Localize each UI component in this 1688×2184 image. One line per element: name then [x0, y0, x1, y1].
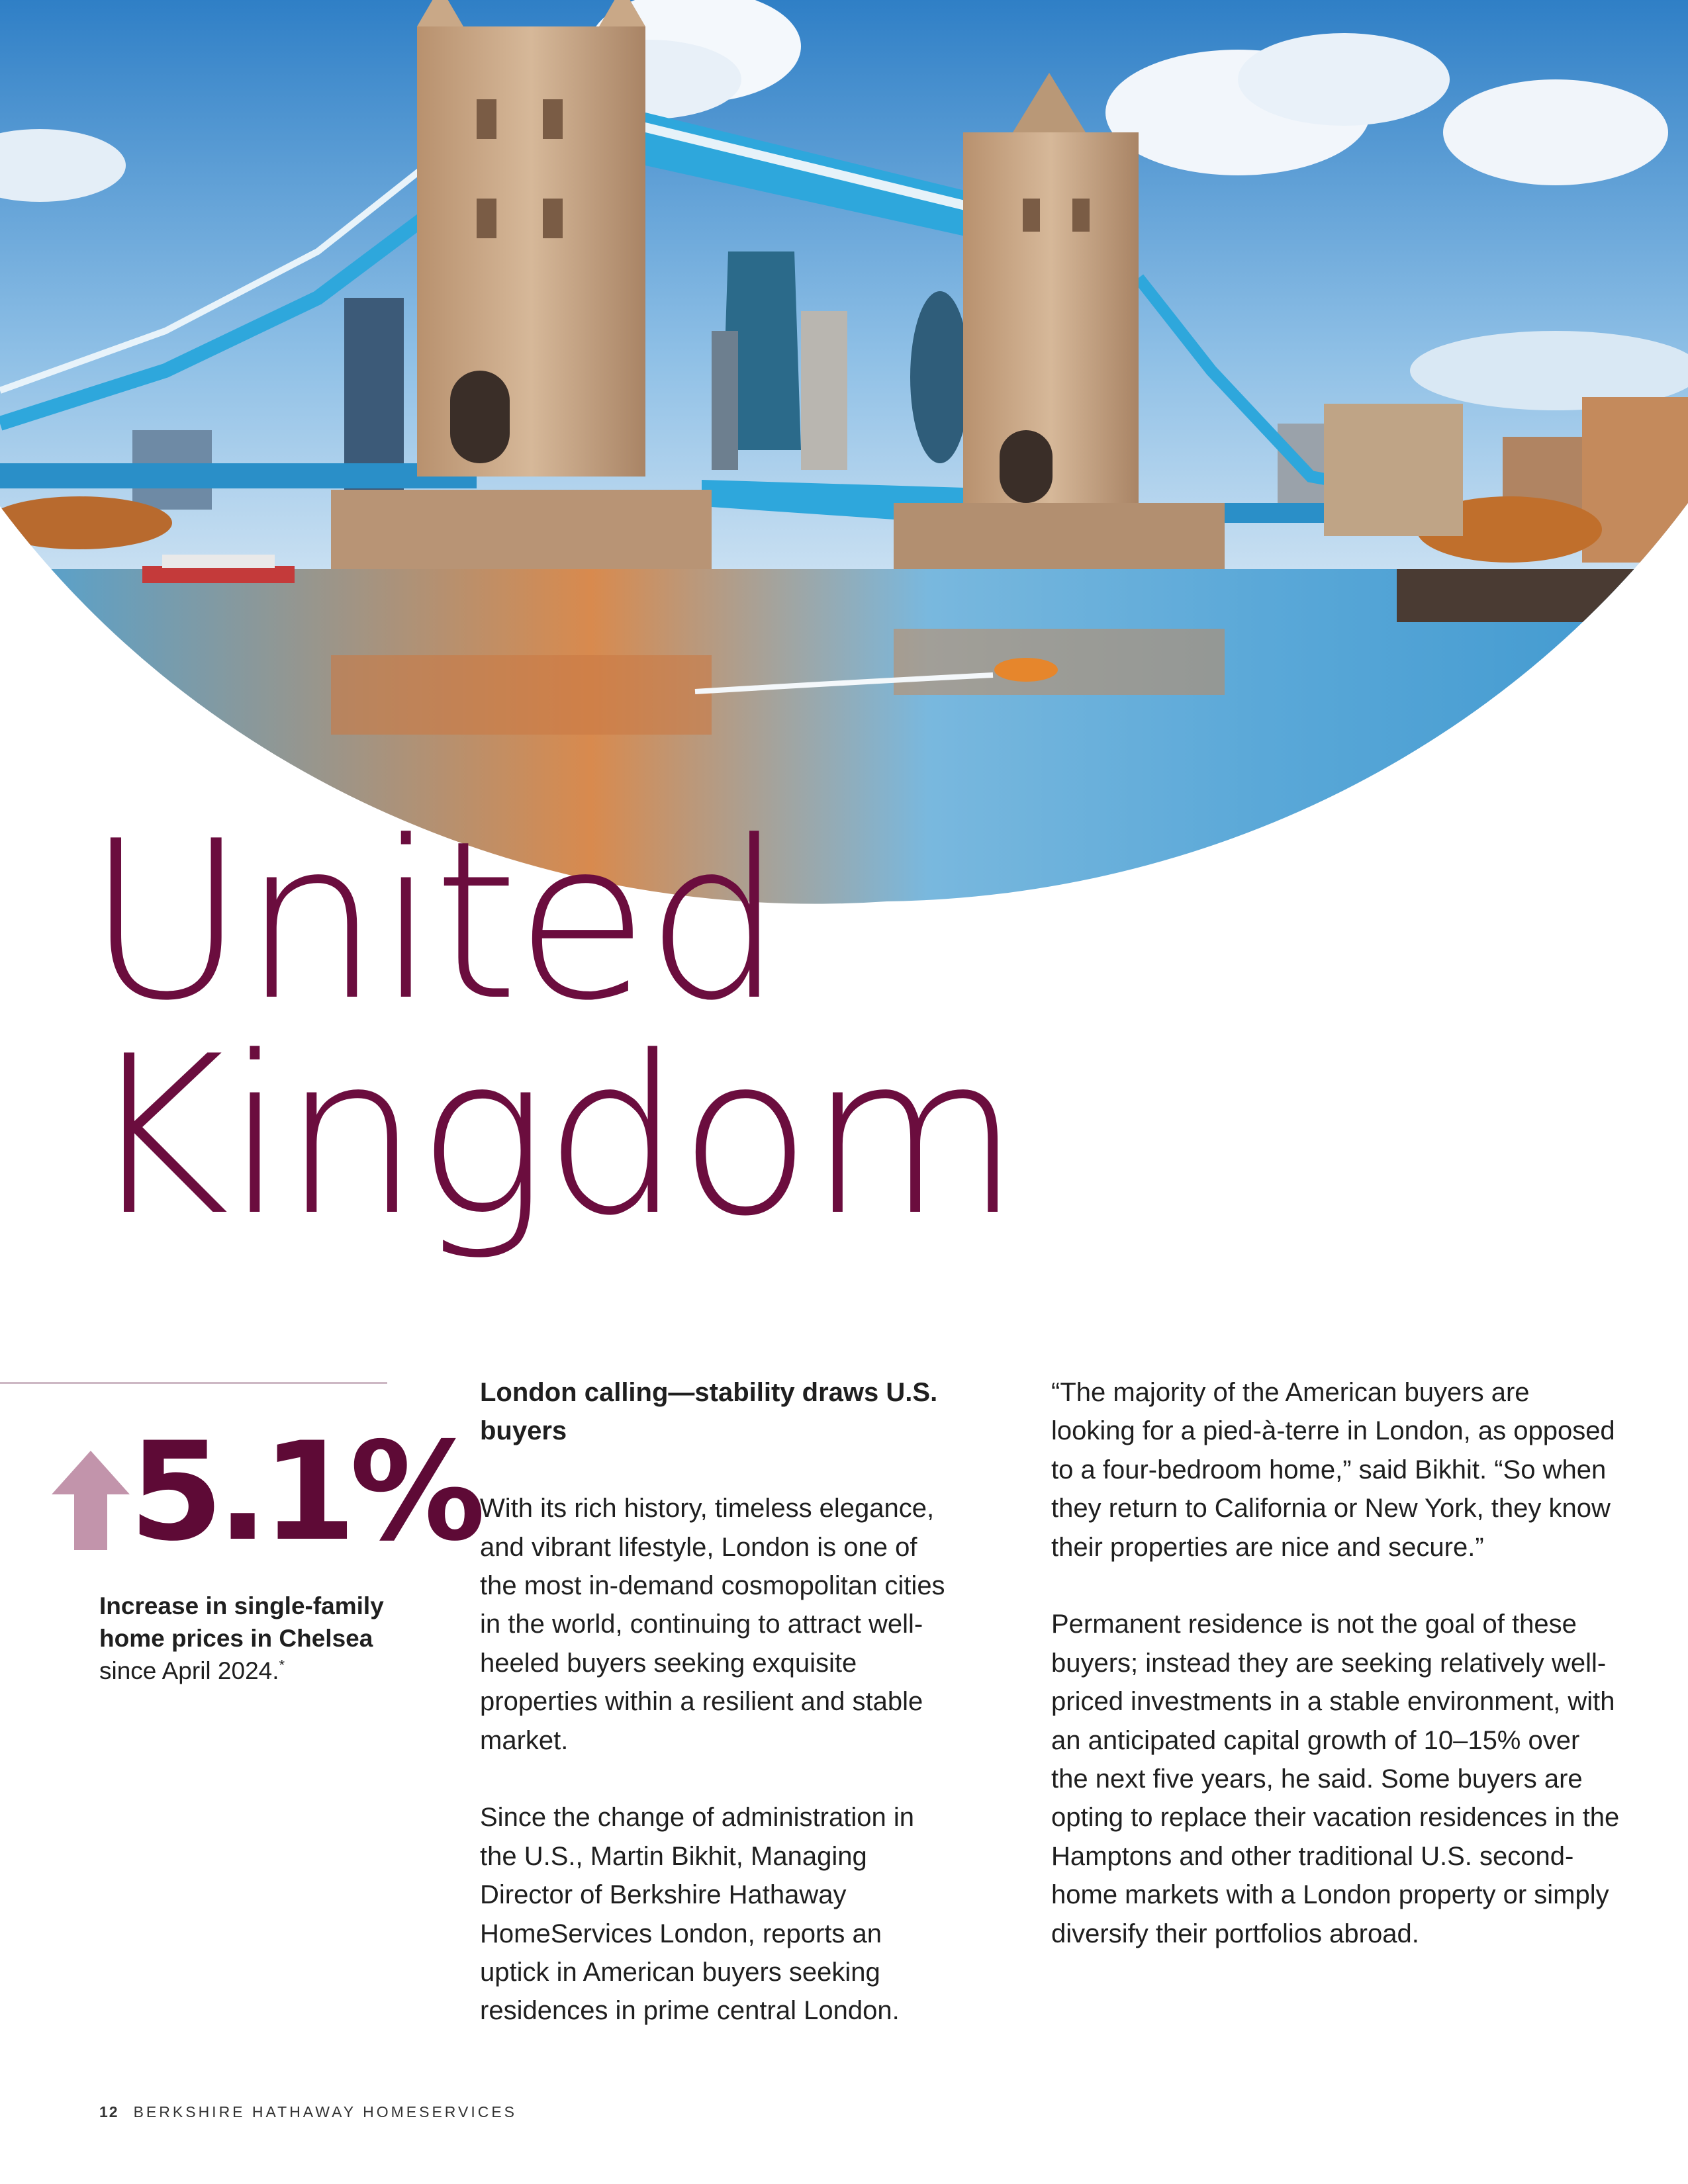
- tower-bridge-photo: [0, 0, 1688, 913]
- stat-value: 5.1%: [129, 1414, 479, 1571]
- page-number: 12: [99, 2103, 119, 2120]
- paragraph-4: Permanent residence is not the goal of these buyers; instead they are seeking relatively well-priced investments in a stable environment, with an anticipated capital growth of 10–15% over the next five years, he said. Some buyers are opting to replace their vacation residences in the Hamptons and other traditional U.S. second-home markets with a London property or simply diversify their portfolios abroad.: [1051, 1610, 1620, 1948]
- page-title: [86, 794, 1344, 1263]
- paragraph-2: Since the change of administration in the U.S., Martin Bikhit, Managing Director of Berkshire Hathaway HomeServices London, reports an uptick in American buyers seeking residences in prime central London.: [480, 1803, 914, 2026]
- stat-caption-rest: since April 2024.: [99, 1657, 279, 1684]
- article-heading: London calling—stability draws U.S. buyers: [480, 1378, 938, 1446]
- paragraph-1: With its rich history, timeless elegance, and vibrant lifestyle, London is one of the most in-demand cosmopolitan cities in the world, continuing to attract well-heeled buyers seeking exquisite properties within a resilient and stable market.: [480, 1494, 945, 1755]
- stat-divider: [0, 1382, 387, 1384]
- paragraph-3: “The majority of the American buyers are looking for a pied-à-terre in London, as opposed to a four-bedroom home,” said Bikhit. “So when they return to California or New York, they know their properties are nice and secure.”: [1051, 1378, 1615, 1562]
- page-footer: [99, 2103, 517, 2121]
- title-line-1: United: [86, 794, 780, 1048]
- footnote-mark: *: [279, 1657, 285, 1674]
- stat-caption: [99, 1590, 410, 1687]
- article-column-1: [480, 1373, 957, 2069]
- stat-caption-bold: Increase in single-family home prices in Chelsea: [99, 1592, 384, 1652]
- article-column-2: [1051, 1373, 1620, 1991]
- title-line-2: Kingdom: [86, 1009, 1017, 1263]
- up-arrow-icon: [52, 1451, 130, 1550]
- footer-brand: BERKSHIRE HATHAWAY HOMESERVICES: [133, 2103, 518, 2120]
